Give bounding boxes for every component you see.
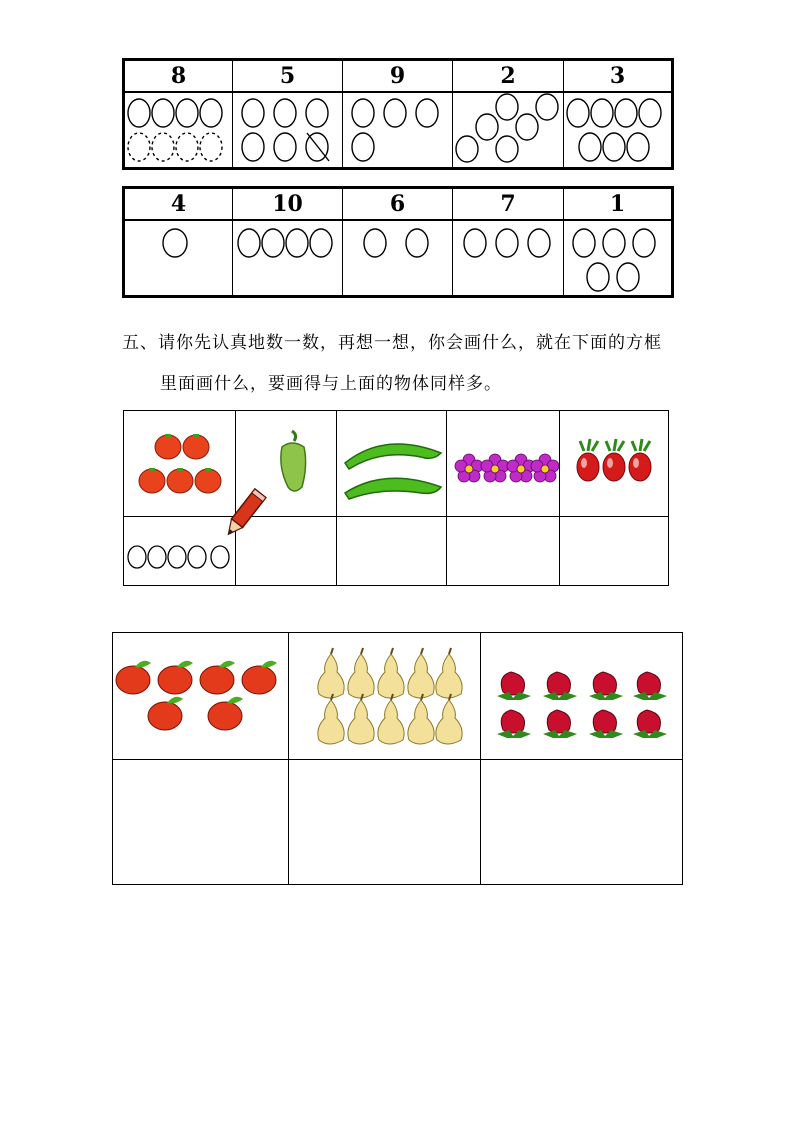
apple-cell xyxy=(113,633,289,760)
section-five-instruction-line2: 里面画什么，要画得与上面的物体同样多。 xyxy=(160,374,502,394)
number-cell: 5 xyxy=(233,60,343,93)
tomato-icon xyxy=(124,411,234,515)
answer-cell[interactable] xyxy=(447,516,560,585)
circle-cell xyxy=(124,220,233,297)
circle-cell xyxy=(453,220,564,297)
tomato-cell xyxy=(124,411,236,517)
circles-drawing xyxy=(125,93,233,167)
number-cell: 2 xyxy=(453,60,564,93)
circles-drawing xyxy=(564,93,672,167)
cucumber-icon xyxy=(337,411,446,515)
number-cell: 1 xyxy=(564,188,673,221)
circle-cell xyxy=(233,92,343,169)
circles-drawing xyxy=(233,221,342,295)
answer-cell[interactable] xyxy=(337,516,447,585)
circle-cell xyxy=(124,92,233,169)
circle-cell xyxy=(564,92,673,169)
number-row xyxy=(124,188,673,221)
picture-table-top xyxy=(123,410,669,586)
number-cell: 6 xyxy=(343,188,453,221)
drawing-row xyxy=(124,516,669,585)
section-five-instruction-line1: 五、请你先认真地数一数，再想一想，你会画什么，就在下面的方框 xyxy=(122,333,662,353)
picture-row xyxy=(124,411,669,517)
circles-drawing xyxy=(343,221,452,295)
pear-cell xyxy=(289,633,481,760)
circle-table-top xyxy=(122,58,674,170)
apple-icon xyxy=(113,634,289,758)
radish-cell xyxy=(560,411,669,517)
number-cell: 3 xyxy=(564,60,673,93)
circle-cell xyxy=(233,220,343,297)
strawberry-cell xyxy=(481,633,683,760)
circle-row xyxy=(124,220,673,297)
circle-cell xyxy=(343,220,453,297)
picture-row xyxy=(113,633,683,760)
number-cell: 10 xyxy=(233,188,343,221)
circles-drawing xyxy=(125,221,233,295)
circles-drawing xyxy=(343,93,452,167)
radish-icon xyxy=(560,411,668,515)
drawing-row xyxy=(113,759,683,885)
circles-drawing xyxy=(453,221,563,295)
number-cell: 4 xyxy=(124,188,233,221)
circle-table-bottom xyxy=(122,186,674,298)
number-cell: 8 xyxy=(124,60,233,93)
circles-drawing xyxy=(453,93,563,167)
example-circles xyxy=(124,517,234,585)
circle-cell xyxy=(343,92,453,169)
circle-cell xyxy=(564,220,673,297)
flower-cell xyxy=(447,411,560,517)
example-answer-cell[interactable] xyxy=(124,516,236,585)
number-row xyxy=(124,60,673,93)
circles-drawing xyxy=(564,221,672,295)
answer-cell[interactable] xyxy=(289,759,481,885)
cucumber-cell xyxy=(337,411,447,517)
circle-row xyxy=(124,92,673,169)
pear-icon xyxy=(289,634,480,758)
flower-icon xyxy=(447,411,559,515)
number-cell: 9 xyxy=(343,60,453,93)
pencil-icon xyxy=(222,484,268,542)
answer-cell[interactable] xyxy=(481,759,683,885)
picture-table-bottom xyxy=(112,632,683,885)
answer-cell[interactable] xyxy=(113,759,289,885)
number-cell: 7 xyxy=(453,188,564,221)
circles-drawing xyxy=(233,93,342,167)
circle-cell xyxy=(453,92,564,169)
strawberry-icon xyxy=(481,634,682,758)
answer-cell[interactable] xyxy=(560,516,669,585)
